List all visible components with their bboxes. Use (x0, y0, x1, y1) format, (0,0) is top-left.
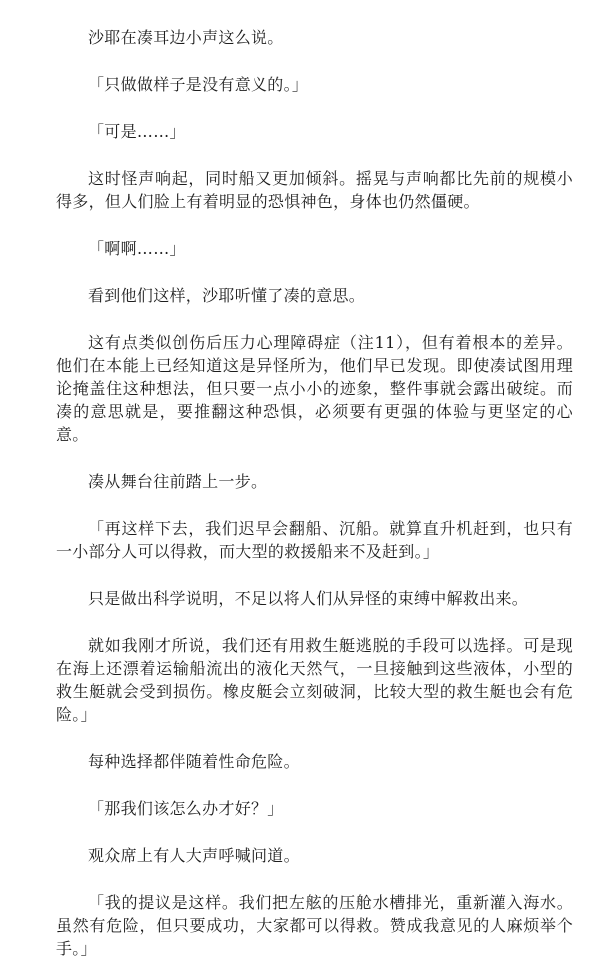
paragraph: 「再这样下去，我们迟早会翻船、沉船。就算直升机赶到，也只有一小部分人可以得救，而大型的救援船来不及赶到。」 (56, 519, 573, 561)
paragraph: 「那我们该怎么办才好？」 (88, 799, 284, 818)
paragraph: 「我的提议是这样。我们把左舷的压舱水槽排光，重新灌入海水。虽然有危险，但只要成功，大家都可以得救。赞成我意见的人麻烦举个手。」 (56, 893, 573, 958)
paragraph: 沙耶在凑耳边小声这么说。 (88, 28, 284, 47)
paragraph: 「只做做样子是没有意义的。」 (88, 75, 309, 94)
paragraph: 这有点类似创伤后压力心理障碍症（注11），但有着根本的差异。他们在本能上已经知道这是异怪所为，他们早已发现。即使凑试图用理论掩盖住这种想法，但只要一点小小的迹象，整件事就会露出破绽。而凑的意思就是，要推翻这种恐惧，必须要有更强的体验与更坚定的心意。 (56, 333, 573, 444)
paragraph: 这时怪声响起，同时船又更加倾斜。摇晃与声响都比先前的规模小得多，但人们脸上有着明显的恐惧神色，身体也仍然僵硬。 (56, 169, 573, 211)
paragraph: 就如我刚才所说，我们还有用救生艇逃脱的手段可以选择。可是现在海上还漂着运输船流出的液化天然气，一旦接触到这些液体，小型的救生艇就会受到损伤。橡皮艇会立刻破洞，比较大型的救生艇也会有危险。」 (56, 636, 573, 724)
paragraph: 只是做出科学说明，不足以将人们从异怪的束缚中解救出来。 (88, 589, 529, 608)
paragraph: 「可是……」 (88, 122, 186, 141)
paragraph: 看到他们这样，沙耶听懂了凑的意思。 (88, 286, 366, 305)
paragraph: 凑从舞台往前踏上一步。 (88, 472, 268, 491)
paragraph: 每种选择都伴随着性命危险。 (88, 752, 300, 771)
paragraph: 观众席上有人大声呼喊问道。 (88, 846, 300, 865)
paragraph: 「啊啊……」 (88, 239, 186, 258)
